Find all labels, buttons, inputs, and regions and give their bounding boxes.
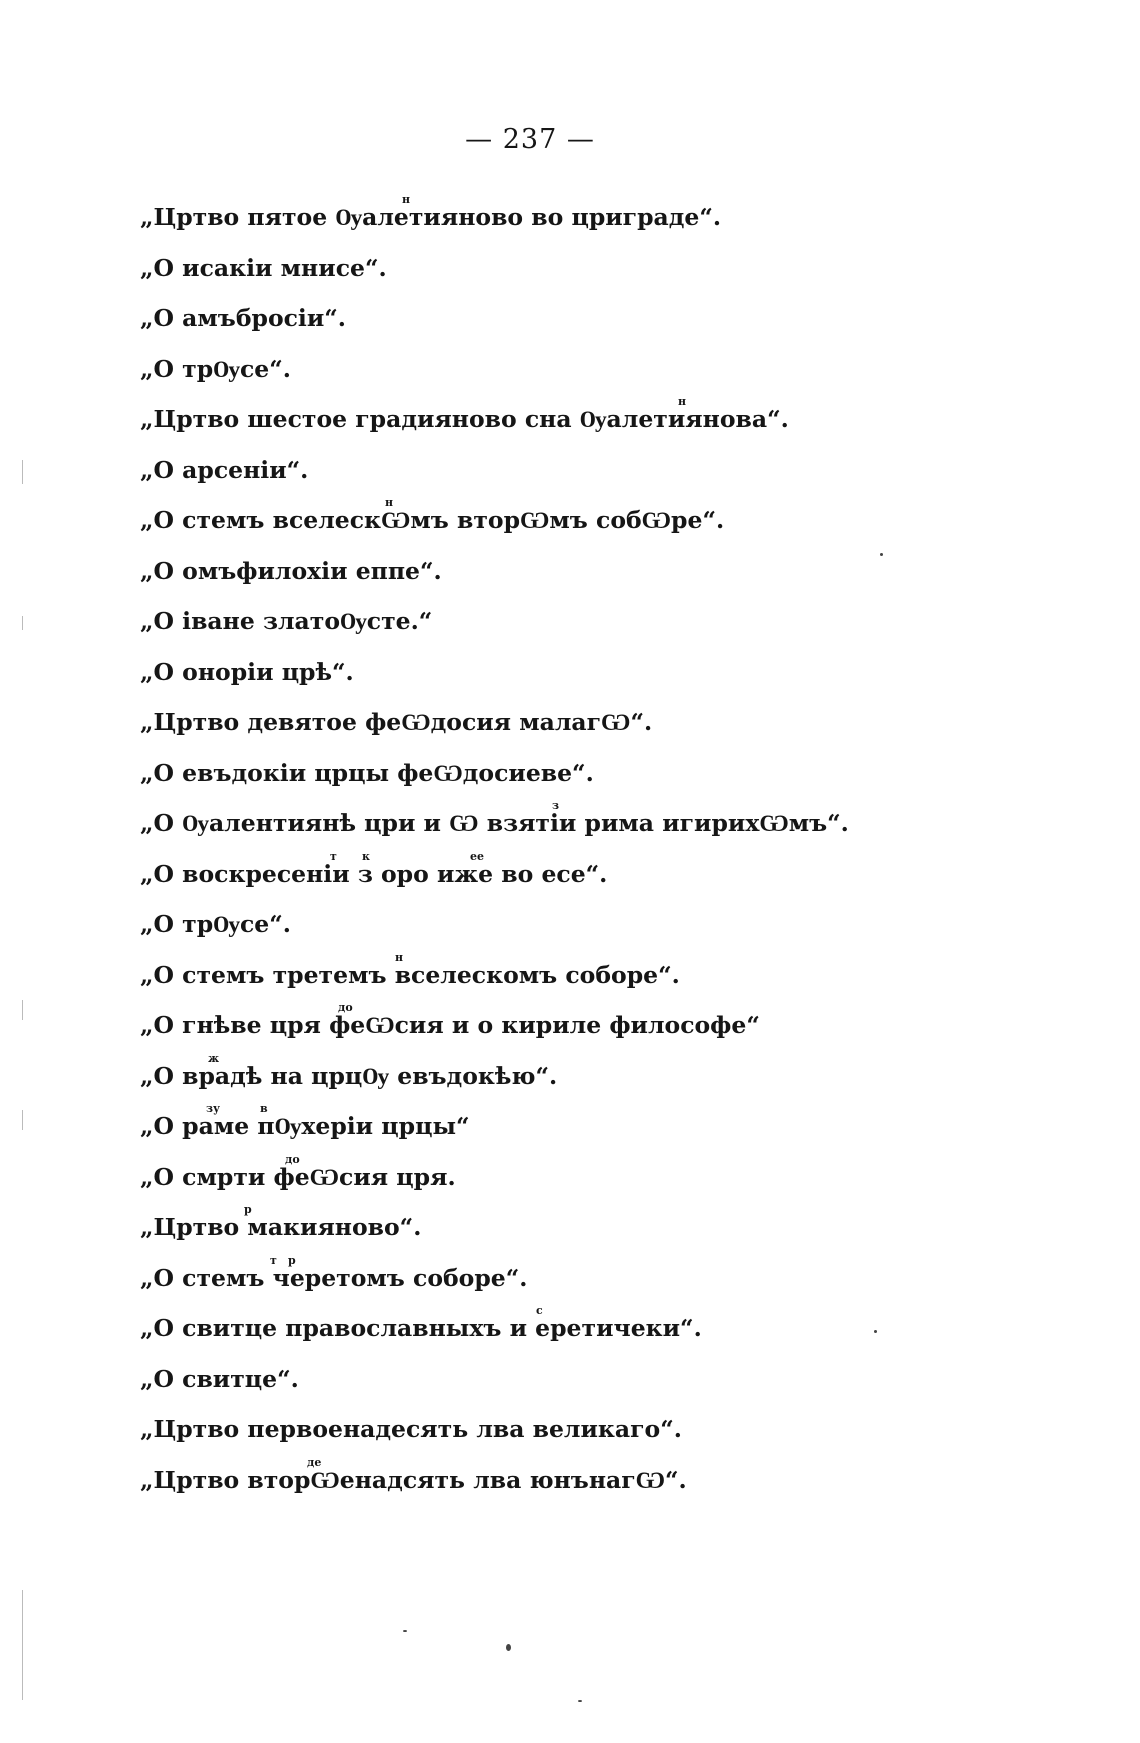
superscript-mark: ж bbox=[208, 1051, 220, 1065]
line-text: „О смрти феѠсия цря. bbox=[140, 1162, 456, 1191]
text-line bbox=[140, 758, 1040, 809]
text-line bbox=[140, 657, 1040, 708]
scan-edge-mark bbox=[22, 1000, 23, 1020]
text-line bbox=[140, 1364, 1040, 1415]
ink-speck bbox=[506, 1644, 511, 1651]
text-line bbox=[140, 1253, 1040, 1314]
scan-edge-mark bbox=[22, 1590, 23, 1700]
superscript-mark: н bbox=[395, 950, 404, 964]
text-line bbox=[140, 455, 1040, 506]
text-line bbox=[140, 849, 1040, 910]
line-text: „О арсеніи“. bbox=[140, 455, 309, 484]
text-line bbox=[140, 1001, 1040, 1061]
line-text: „О стемъ вселескѠмъ вторѠмъ собѠре“. bbox=[140, 506, 725, 534]
text-line bbox=[140, 799, 1040, 859]
line-text: „Цртво макияново“. bbox=[140, 1213, 422, 1241]
superscript-mark: т bbox=[270, 1253, 277, 1267]
line-text: „О евъдокіи црцы феѠдосиеве“. bbox=[140, 758, 594, 787]
text-line bbox=[140, 606, 1040, 657]
superscript-mark: з bbox=[552, 799, 560, 812]
line-text: „Цртво девятое феѠдосия малагѠ“. bbox=[140, 708, 653, 736]
scan-edge-mark bbox=[22, 460, 23, 484]
line-text: „О исакіи мнисе“. bbox=[140, 253, 387, 282]
scan-edge-mark bbox=[22, 1110, 23, 1130]
text-line bbox=[140, 556, 1040, 607]
superscript-mark: до bbox=[338, 1001, 353, 1014]
text-line bbox=[140, 354, 1040, 405]
superscript-mark: ее bbox=[470, 849, 484, 863]
text-line bbox=[140, 496, 1040, 556]
text-line bbox=[140, 395, 1040, 455]
line-text: „О свитце православныхъ и еретичеки“. bbox=[140, 1314, 702, 1342]
text-line bbox=[140, 193, 1040, 253]
line-text: „О свитце“. bbox=[140, 1364, 299, 1393]
superscript-mark: де bbox=[307, 1455, 322, 1469]
text-line bbox=[140, 303, 1040, 354]
text-lines bbox=[140, 193, 1040, 1515]
line-text: „Цртво первоенадесять лва великаго“. bbox=[140, 1415, 682, 1443]
page-number: — 237 — bbox=[465, 124, 595, 155]
line-text: „О стемъ третемъ вселескомъ соборе“. bbox=[140, 960, 680, 989]
line-text: „Цртво шестое градияново сна Ѹалетиянова“. bbox=[140, 405, 789, 433]
superscript-mark: н bbox=[385, 496, 394, 509]
line-text: „О воскресеніи з оро иже во есе“. bbox=[140, 859, 608, 888]
text-line bbox=[140, 707, 1040, 758]
superscript-mark: р bbox=[288, 1253, 296, 1267]
ink-speck bbox=[403, 1630, 407, 1632]
line-text: „О гнѣве цря феѠсия и о кириле философе“ bbox=[140, 1011, 760, 1039]
text-line bbox=[140, 1455, 1040, 1516]
line-text: „О амъбросіи“. bbox=[140, 304, 346, 332]
line-text: „О врадѣ на црцѸ евъдокѣю“. bbox=[140, 1061, 558, 1090]
superscript-mark: зу bbox=[206, 1102, 221, 1115]
superscript-mark: р bbox=[244, 1203, 252, 1216]
text-line bbox=[140, 1102, 1040, 1162]
line-text: „Цртво вторѠенадсять лва юнънагѠ“. bbox=[140, 1465, 687, 1494]
line-text: „О стемъ черетомъ соборе“. bbox=[140, 1263, 528, 1292]
text-line bbox=[140, 1414, 1040, 1465]
text-line bbox=[140, 950, 1040, 1011]
text-line bbox=[140, 253, 1040, 304]
ink-speck bbox=[578, 1700, 582, 1702]
text-line bbox=[140, 909, 1040, 960]
line-text: „О Ѹалентиянѣ цри и Ѡ взятіи рима игирихѠмъ“. bbox=[140, 809, 849, 837]
text-line bbox=[140, 1152, 1040, 1213]
text-line bbox=[140, 1304, 1040, 1364]
line-text: „О трѸсе“. bbox=[140, 910, 291, 938]
line-text: „О раме пѸхеріи црцы“ bbox=[140, 1112, 470, 1140]
scan-edge-mark bbox=[22, 616, 23, 630]
line-text: „О оноріи црѣ“. bbox=[140, 657, 354, 686]
line-text: „Цртво пятое Ѹалетияново во цриграде“. bbox=[140, 203, 722, 231]
superscript-mark: т bbox=[330, 849, 337, 863]
superscript-mark: в bbox=[260, 1102, 268, 1115]
superscript-mark: к bbox=[362, 849, 370, 863]
superscript-mark: н bbox=[402, 193, 411, 206]
superscript-mark: с bbox=[536, 1304, 543, 1317]
text-line bbox=[140, 1051, 1040, 1112]
superscript-mark: до bbox=[285, 1152, 300, 1166]
superscript-mark: н bbox=[678, 395, 687, 408]
line-text: „О трѸсе“. bbox=[140, 354, 291, 383]
line-text: „О іване златоѸсте.“ bbox=[140, 607, 433, 635]
line-text: „О омъфилохіи еппе“. bbox=[140, 556, 442, 585]
